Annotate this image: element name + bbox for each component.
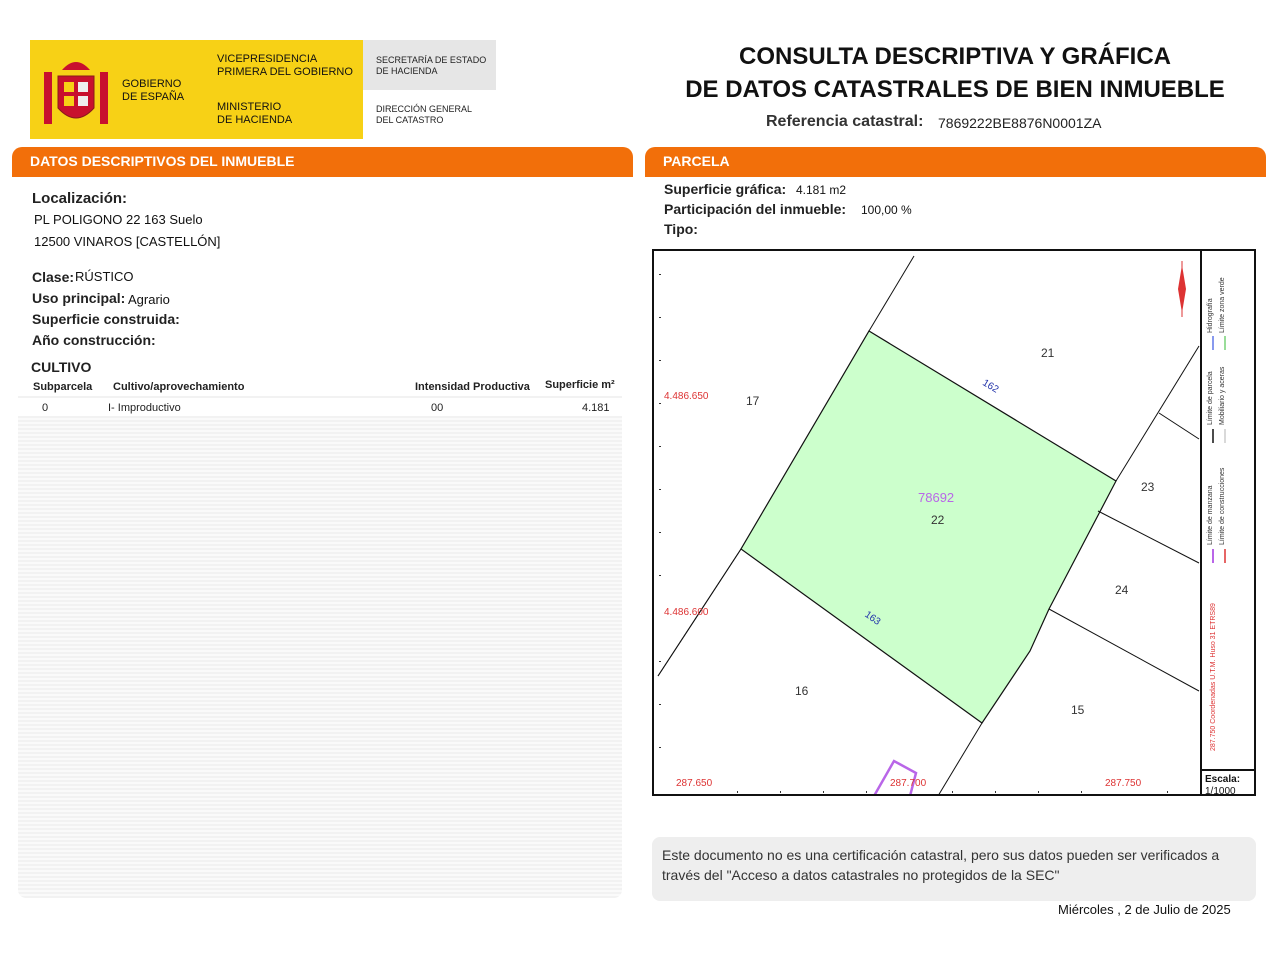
vicepresidencia-logo bbox=[203, 40, 363, 139]
vicepresidencia-text: VICEPRESIDENCIA PRIMERA DEL GOBIERNO bbox=[217, 53, 353, 78]
x-coord-3: 287.750 bbox=[1105, 778, 1142, 789]
col-superficie: Superficie m² bbox=[545, 379, 615, 391]
secretaria-logo bbox=[363, 40, 496, 90]
legend-construcciones: Límite de construcciones bbox=[1219, 467, 1226, 545]
cadastral-map[interactable] bbox=[652, 249, 1256, 796]
direccion-logo bbox=[363, 90, 496, 139]
table-row bbox=[18, 398, 622, 416]
col-subparcela: Subparcela bbox=[33, 381, 93, 393]
neighbor-17: 17 bbox=[746, 394, 760, 408]
legend-zona-verde: Límite zona verde bbox=[1219, 277, 1226, 333]
gobierno-text: GOBIERNO DE ESPAÑA bbox=[122, 78, 185, 103]
escala-label: Escala: bbox=[1205, 774, 1241, 785]
col-intensidad: Intensidad Productiva bbox=[415, 381, 530, 393]
secretaria-text: SECRETARÍA DE ESTADO DE HACIENDA bbox=[376, 55, 487, 76]
participacion-value: 100,00 % bbox=[861, 203, 912, 217]
neighbor-15: 15 bbox=[1071, 703, 1085, 717]
legend-mobiliario: Mobiliario y aceras bbox=[1219, 366, 1226, 425]
x-coord-1: 287.650 bbox=[676, 778, 713, 789]
ref-label: Referencia catastral: bbox=[766, 113, 924, 130]
disclaimer-text: Este documento no es una certificación catastral, pero sus datos pueden ser verificados a través del "Acceso a datos catastrales no protegidos de la SEC" bbox=[662, 847, 1220, 883]
ref-value: 7869222BE8876N0001ZA bbox=[938, 115, 1102, 131]
ministerio-text: MINISTERIO DE HACIENDA bbox=[217, 101, 293, 126]
y-coord-1: 4.486.650 bbox=[664, 391, 709, 402]
cell-superficie: 4.181 bbox=[582, 402, 610, 414]
neighbor-23: 23 bbox=[1141, 480, 1155, 494]
neighbor-16: 16 bbox=[795, 684, 809, 698]
neighbor-21: 21 bbox=[1041, 346, 1055, 360]
legend-hidrografia: Hidrografía bbox=[1207, 298, 1214, 333]
cultivo-table bbox=[18, 376, 622, 898]
col-cultivo: Cultivo/aprovechamiento bbox=[113, 381, 245, 393]
road-label-163: 163 bbox=[862, 609, 883, 628]
tipo-label: Tipo: bbox=[664, 221, 698, 237]
cell-intensidad: 00 bbox=[431, 402, 444, 414]
parcel-polygon bbox=[741, 331, 1116, 723]
uso-value: Agrario bbox=[128, 292, 170, 307]
legend-parcela: Límite de parcela bbox=[1207, 371, 1214, 425]
document-title bbox=[640, 40, 1270, 106]
section-title-left: DATOS DESCRIPTIVOS DEL INMUEBLE bbox=[30, 153, 295, 169]
y-coord-2: 4.486.600 bbox=[664, 607, 709, 618]
superficie-construida-label: Superficie construida: bbox=[32, 311, 180, 327]
cultivo-label: CULTIVO bbox=[31, 359, 92, 375]
x-coord-2: 287.700 bbox=[890, 778, 927, 789]
parcel-id-label: 78692 bbox=[918, 490, 955, 505]
clase-value: RÚSTICO bbox=[75, 269, 134, 284]
participacion-label: Participación del inmueble: bbox=[664, 201, 847, 217]
document-date: Miércoles , 2 de Julio de 2025 bbox=[1058, 902, 1231, 917]
road-label-162: 162 bbox=[980, 377, 1001, 396]
localizacion-line-1: PL POLIGONO 22 163 Suelo bbox=[34, 212, 203, 227]
north-arrow-icon bbox=[1178, 261, 1186, 317]
localizacion-label: Localización: bbox=[32, 190, 128, 207]
title-line-2: DE DATOS CATASTRALES DE BIEN INMUEBLE bbox=[685, 76, 1225, 103]
anio-construccion-label: Año construcción: bbox=[32, 332, 156, 348]
title-line-1: CONSULTA DESCRIPTIVA Y GRÁFICA bbox=[738, 43, 1172, 70]
neighbor-24: 24 bbox=[1115, 583, 1129, 597]
escala-value: 1/1000 bbox=[1205, 786, 1236, 797]
parcela-header bbox=[645, 147, 1266, 177]
map-canvas bbox=[654, 251, 1254, 794]
uso-label: Uso principal: bbox=[32, 290, 126, 306]
section-title-right: PARCELA bbox=[663, 153, 730, 169]
cell-subparcela: 0 bbox=[42, 402, 49, 414]
table-header-row bbox=[18, 376, 622, 396]
coat-of-arms-icon bbox=[40, 52, 112, 130]
cell-cultivo: I- Improductivo bbox=[108, 402, 181, 414]
legend-coords: 287.750 Coordenadas U.T.M. Huso 31 ETRS89 bbox=[1210, 603, 1217, 751]
gobierno-logo bbox=[30, 40, 203, 139]
localizacion-line-2: 12500 VINAROS [CASTELLÓN] bbox=[34, 234, 221, 249]
legend-manzana: Límite de manzana bbox=[1207, 485, 1214, 545]
datos-descriptivos-header bbox=[12, 147, 633, 177]
superficie-grafica-value: 4.181 m2 bbox=[796, 183, 847, 197]
clase-label: Clase: bbox=[32, 269, 75, 285]
direccion-text: DIRECCIÓN GENERAL DEL CATASTRO bbox=[376, 104, 473, 125]
parcel-number-label: 22 bbox=[931, 513, 945, 527]
superficie-grafica-label: Superficie gráfica: bbox=[664, 181, 787, 197]
